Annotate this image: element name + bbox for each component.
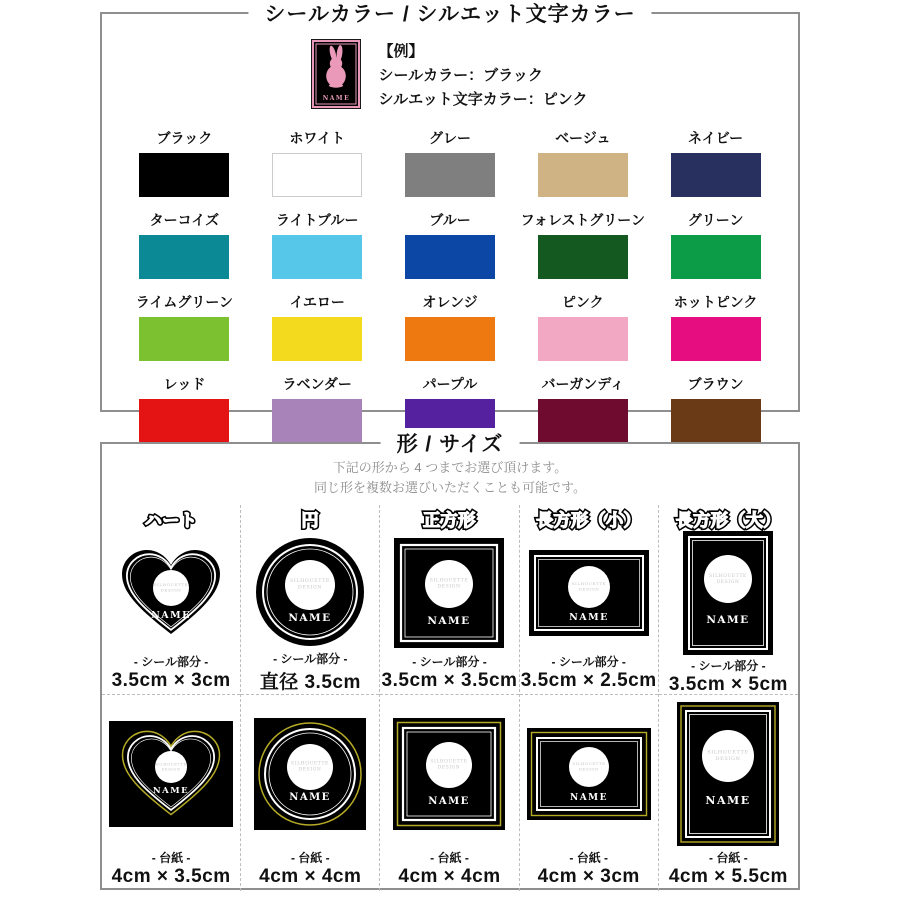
card-tile [659,695,798,891]
card-tile [102,695,240,891]
svg-text:DESIGN: DESIGN [298,767,322,773]
example-sticker-card [312,40,360,108]
card-size-label: 4cm × 4cm [398,866,501,887]
sticker-size-label: 3.5cm × 3.5cm [381,670,518,691]
color-name: バーガンディ [541,376,625,392]
svg-text:SILHOUETTE: SILHOUETTE [430,759,469,765]
color-box [538,399,628,443]
shape-subtitle-line1: 下記の形から 4 つまでお選び頂けます。 [332,460,568,475]
color-box [272,399,362,443]
example-label: 【例】 [378,43,424,60]
color-name: ブラック [156,130,213,146]
shape-column-header: 円 円 [302,506,320,531]
shape-column-rect-large [659,505,798,891]
sticker-size-label: 3.5cm × 3cm [111,670,231,691]
svg-text:NAME: NAME [152,786,190,796]
color-swatch [118,128,251,197]
sticker-size-label: 3.5cm × 2.5cm [520,670,657,691]
sticker-tile [102,531,240,695]
svg-text:DESIGN: DESIGN [715,756,741,762]
card-tile [520,695,658,891]
shape-column-circle [241,505,380,891]
shape-column-header-wrap [302,505,320,531]
shape-rect-small-sticker [529,535,649,651]
color-name: ホワイト [289,130,345,146]
color-swatch [384,210,517,279]
color-name: ターコイズ [149,212,220,228]
card-part-label: - 台紙 - [430,851,469,865]
shape-square-card [393,701,505,847]
shape-column-square [380,505,519,891]
color-swatch [384,128,517,197]
shape-column-header: 正方形 正方形 [423,506,476,531]
svg-text:NAME: NAME [428,796,471,807]
color-name: フォレストグリーン [520,212,645,228]
color-box [671,399,761,443]
svg-text:SILHOUETTE: SILHOUETTE [153,582,189,587]
color-name: ホットピンク [673,294,758,310]
color-name: ブルー [429,212,471,228]
example-text [378,40,587,112]
card-size-label: 4cm × 3.5cm [111,866,231,887]
svg-text:SILHOUETTE: SILHOUETTE [709,574,748,579]
shape-section-title: 形 / サイズ [381,428,520,458]
card-part-label: - 台紙 - [290,851,330,865]
example-card-name: NAME [322,95,351,102]
sticker-part-label: - シール部分 - [273,652,348,666]
rabbit-silhouette-icon [319,45,353,94]
svg-text:NAME: NAME [427,615,472,627]
color-box [139,317,229,361]
svg-text:NAME: NAME [288,611,332,624]
svg-text:NAME: NAME [569,793,608,803]
color-name: レッド [163,376,206,392]
color-box [671,317,761,361]
color-section-title: シールカラー / シルエット文字カラー [248,0,651,28]
color-swatch [649,374,782,443]
color-name: ピンク [561,294,604,310]
color-name: オレンジ [422,294,478,310]
color-swatch [649,210,782,279]
sticker-tile [520,531,658,695]
svg-text:DESIGN: DESIGN [438,765,461,771]
example-row [102,40,798,112]
color-box [272,317,362,361]
svg-text:SILHOUETTE: SILHOUETTE [571,581,606,586]
shape-section [100,433,800,890]
shape-rect-large-card [677,701,779,847]
color-swatch [384,292,517,361]
svg-text:NAME: NAME [151,610,191,621]
color-swatch [649,128,782,197]
color-swatch [516,292,649,361]
example-line-sticker-color: シールカラー：ブラック [378,67,543,84]
sticker-part-label: - シール部分 - [551,655,626,669]
shape-subtitle [102,458,798,497]
shape-column-header-wrap [423,505,476,531]
shape-column-header-wrap [145,505,198,531]
shape-circle-card [254,701,366,847]
color-swatch [251,128,384,197]
sticker-tile [659,531,798,695]
color-box [538,235,628,279]
color-box [272,153,362,197]
svg-text:DESIGN: DESIGN [161,767,181,772]
shape-heart-card [109,701,233,847]
svg-text:SILHOUETTE: SILHOUETTE [291,761,330,767]
color-name: ライムグリーン [135,294,234,310]
sticker-part-label: - シール部分 - [691,659,766,673]
svg-text:NAME: NAME [706,614,751,626]
color-name: ライトブルー [275,212,359,228]
svg-text:DESIGN: DESIGN [437,584,462,590]
color-box [139,153,229,197]
example-line-silhouette-color: シルエット文字カラー：ピンク [378,91,588,108]
card-size-label: 4cm × 3cm [537,866,640,887]
color-swatch [649,292,782,361]
shape-column-header-wrap [676,505,781,531]
svg-text:DESIGN: DESIGN [578,766,599,772]
shape-grid [102,505,798,891]
shape-circle-sticker [255,535,365,648]
sticker-size-label: 3.5cm × 5cm [668,674,788,695]
color-box [405,317,495,361]
card-part-label: - 台紙 - [709,851,748,865]
card-size-label: 4cm × 4cm [259,866,362,887]
svg-text:DESIGN: DESIGN [298,584,323,590]
color-grid [118,128,782,443]
svg-text:NAME: NAME [705,794,751,807]
color-box [139,235,229,279]
shape-square-sticker [394,535,504,651]
card-tile [241,695,379,891]
svg-text:SILHOUETTE: SILHOUETTE [430,578,469,584]
color-box [671,235,761,279]
color-name: イエロー [289,294,345,310]
svg-text:SILHOUETTE: SILHOUETTE [290,578,331,584]
svg-text:DESIGN: DESIGN [716,580,740,585]
card-part-label: - 台紙 - [569,851,609,865]
color-name: パープル [422,376,478,392]
color-box [538,153,628,197]
color-swatch [251,374,384,443]
color-section [100,3,800,412]
sticker-part-label: - シール部分 - [133,655,209,669]
svg-text:SILHOUETTE: SILHOUETTE [572,761,606,766]
color-swatch [516,374,649,443]
color-name: ブラウン [687,376,744,392]
sticker-size-label: 直径 3.5cm [259,672,361,693]
shape-column-rect-small [520,505,659,891]
color-box [405,235,495,279]
color-box [139,399,229,443]
svg-text:SILHOUETTE: SILHOUETTE [155,762,187,767]
sticker-tile [380,531,518,695]
color-name: グレー [428,130,471,146]
color-name: ラベンダー [282,376,352,392]
color-swatch [516,128,649,197]
sticker-part-label: - シール部分 - [412,655,487,669]
color-swatch [516,210,649,279]
shape-column-header: 長方形（小） 長方形（小） [536,506,641,531]
card-part-label: - 台紙 - [151,851,191,865]
color-swatch [118,292,251,361]
svg-text:NAME: NAME [289,792,332,803]
shape-column-heart [102,505,241,891]
color-box [272,235,362,279]
color-box [671,153,761,197]
color-swatch [118,210,251,279]
color-name: ベージュ [555,130,611,146]
svg-text:SILHOUETTE: SILHOUETTE [707,749,750,756]
sticker-tile [241,531,379,695]
card-size-label: 4cm × 5.5cm [668,866,788,887]
card-tile [380,695,518,891]
color-swatch [251,292,384,361]
color-swatch [118,374,251,443]
color-box [538,317,628,361]
color-name: グリーン [687,212,744,228]
color-box [405,153,495,197]
shape-column-header: 長方形（大） 長方形（大） [676,506,781,531]
svg-text:NAME: NAME [568,612,609,623]
shape-subtitle-line2: 同じ形を複数お選びいただくことも可能です。 [314,479,586,495]
shape-rect-small-card [527,701,651,847]
shape-rect-large-sticker [683,531,773,655]
color-swatch [251,210,384,279]
shape-column-header-wrap [536,505,641,531]
svg-text:DESIGN: DESIGN [578,586,600,592]
color-name: ネイビー [688,130,744,146]
svg-text:DESIGN: DESIGN [160,587,182,593]
shape-heart-sticker [113,535,229,651]
shape-column-header: ハート ハート [145,506,198,531]
